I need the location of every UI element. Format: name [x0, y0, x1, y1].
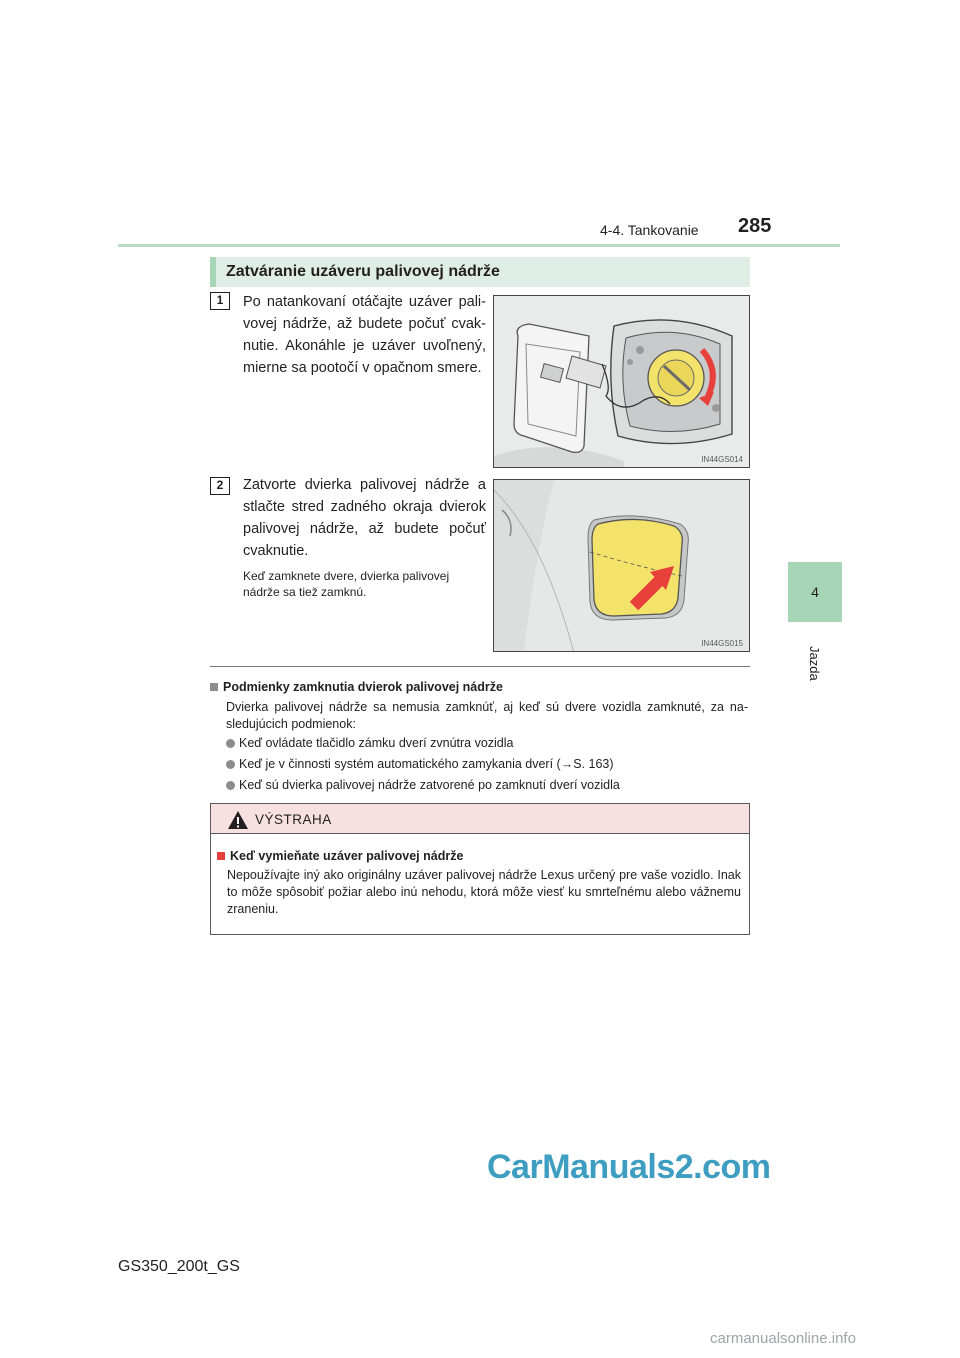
info-bullet-2: [226, 757, 614, 771]
figure-code-1: IN44GS014: [701, 455, 743, 464]
square-bullet-icon: [210, 683, 218, 691]
step-text-1: Po natankovaní otáčajte uzáver palivovej nádrže, až budete počuť cvaknutie. Akonáhle je uzáver uvoľnený, mierne sa pootočí v opačnom smere.: [243, 294, 486, 376]
info-heading: [210, 680, 503, 694]
info-heading-text: Podmienky zamknutia dvierok palivovej nádrže: [223, 680, 503, 694]
chapter-tab: [788, 562, 842, 622]
warning-title: VÝSTRAHA: [255, 812, 332, 827]
chapter-label: Jazda: [807, 646, 822, 681]
circle-bullet-icon: [226, 760, 235, 769]
fuel-cap-illustration: [494, 296, 750, 468]
footer-model: GS350_200t_GS: [118, 1258, 240, 1275]
warning-triangle-icon: [227, 810, 249, 830]
circle-bullet-icon: [226, 781, 235, 790]
watermark-main: CarManuals2.com: [487, 1148, 771, 1186]
info-bullet-text-1: Keď ovládate tlačidlo zámku dverí zvnútra vozidla: [239, 736, 514, 750]
warning-box: [210, 803, 750, 935]
step-note-2: Keď zamknete dvere, dvierka palivovej nádrže sa tiež zamknú.: [243, 569, 450, 599]
info-bullet-text-2: Keď je v činnosti systém automatického zamykania dverí (→S. 163): [239, 757, 614, 771]
info-bullet-3: [226, 778, 620, 792]
warning-heading: [217, 849, 463, 863]
figure-fuel-cap: [493, 295, 750, 468]
section-title: Zatváranie uzáveru palivovej nádrže: [210, 257, 750, 287]
circle-bullet-icon: [226, 739, 235, 748]
chapter-number: 4: [811, 584, 819, 600]
fuel-door-illustration: [494, 480, 750, 652]
section-header: 4-4. Tankovanie: [600, 222, 699, 238]
info-bullet-text-3: Keď sú dvierka palivovej nádrže zatvorené po zamknutí dverí vozidla: [239, 778, 620, 792]
page-number: 285: [738, 215, 772, 237]
section-divider: [210, 666, 750, 667]
warning-title-bar: [211, 804, 749, 834]
figure-fuel-door: [493, 479, 750, 652]
warning-heading-text: Keď vymieňate uzáver palivovej nádrže: [230, 849, 464, 863]
header-rule: [118, 244, 840, 247]
square-bullet-icon: [217, 852, 225, 860]
step-number-2: 2: [210, 477, 230, 495]
step-text-2: Zatvorte dvierka palivovej nádrže a stlačte stred zadného okraja dvierok palivovej nádrže, až budete počuť cvaknutie.: [243, 477, 486, 559]
watermark-small: carmanualsonline.info: [710, 1330, 856, 1347]
figure-code-2: IN44GS015: [701, 639, 743, 648]
chapter-label-wrap: [806, 622, 826, 682]
info-body: Dvierka palivovej nádrže sa nemusia zamknúť, aj keď sú dvere vozidla zamknuté, za nasledujúcich podmienok:: [226, 700, 748, 731]
warning-body: Nepoužívajte iný ako originálny uzáver palivovej nádrže Lexus určený pre vaše vozidlo. Inak to môže spôsobiť požiar alebo inú nehodu, ktorá môže viesť ku smrteľnému alebo vážnemu zraneniu.: [227, 868, 741, 916]
info-bullet-1: [226, 736, 514, 750]
step-number-1: 1: [210, 292, 230, 310]
